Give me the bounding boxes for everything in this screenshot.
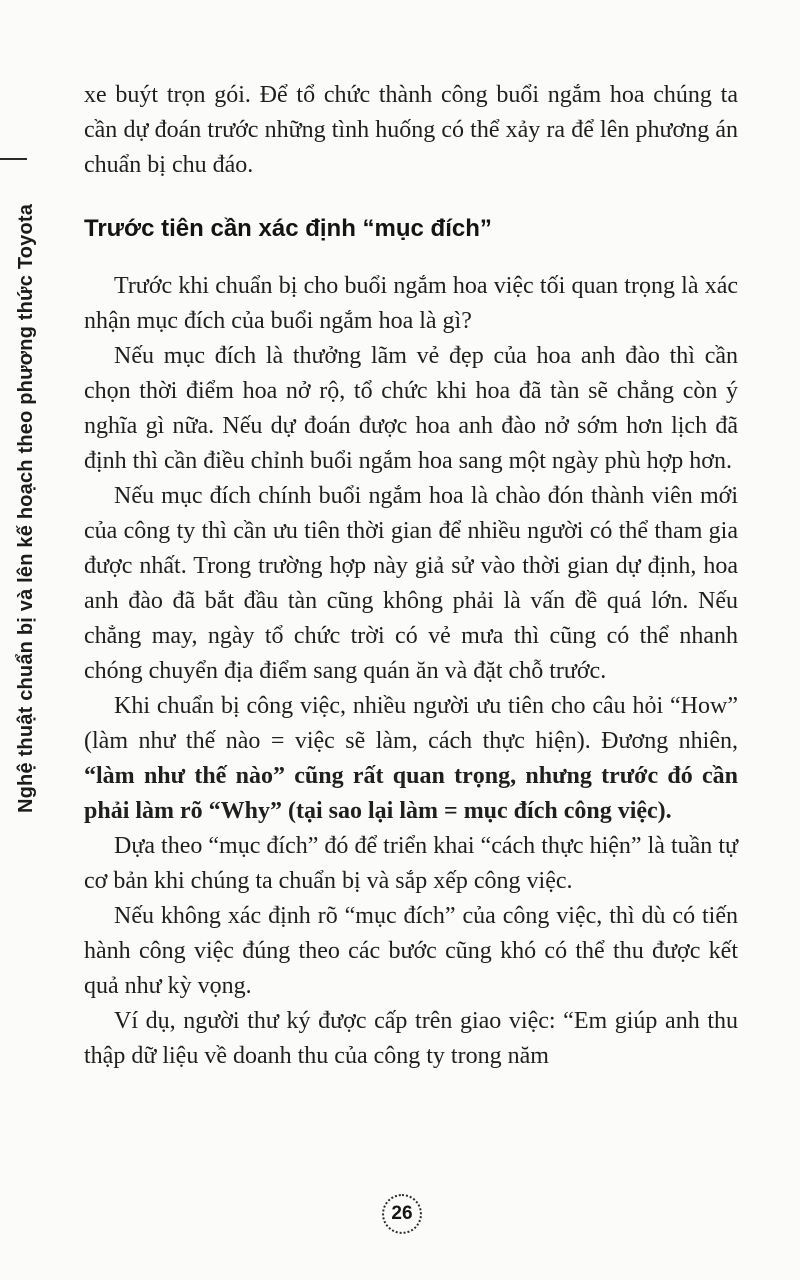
paragraph: Ví dụ, người thư ký được cấp trên giao việc: “Em giúp anh thu thập dữ liệu về doanh thu của công ty trong năm bbox=[84, 1008, 738, 1069]
page-number: 26 bbox=[391, 1203, 413, 1224]
emphasized-text: “làm như thế nào” cũng rất quan trọng, nhưng trước đó cần phải làm rõ “Why” (tại sao lại làm = mục đích công việc). bbox=[84, 763, 738, 824]
spine-title: Nghệ thuật chuẩn bị và lên kế hoạch theo phương thức Toyota bbox=[15, 203, 37, 813]
page-body bbox=[84, 78, 738, 1074]
paragraph-text: Khi chuẩn bị công việc, nhiều người ưu tiên cho câu hỏi “How” (làm như thế nào = việc sẽ làm, cách thực hiện). Đương nhiên, bbox=[84, 693, 738, 754]
paragraph: Nếu mục đích chính buổi ngắm hoa là chào đón thành viên mới của công ty thì cần ưu tiên thời gian để nhiều người có thể tham gia được nhất. Trong trường hợp này giả sử vào thời gian dự định, hoa anh đào đã bắt đầu tàn cũng không phải là vấn đề quá lớn. Nếu chẳng may, ngày tổ chức trời có vẻ mưa thì cũng có thể nhanh chóng chuyển địa điểm sang quán ăn và đặt chỗ trước. bbox=[84, 483, 738, 684]
paragraph: Nếu mục đích là thưởng lãm vẻ đẹp của hoa anh đào thì cần chọn thời điểm hoa nở rộ, tổ chức khi hoa đã tàn sẽ chẳng còn ý nghĩa gì nữa. Nếu dự đoán được hoa anh đào nở sớm hơn lịch đã định thì cần điều chỉnh buổi ngắm hoa sang một ngày phù hợp hơn. bbox=[84, 343, 738, 474]
page-number-badge bbox=[382, 1194, 422, 1234]
paragraph: Nếu không xác định rõ “mục đích” của công việc, thì dù có tiến hành công việc đúng theo các bước cũng khó có thể thu được kết quả như kỳ vọng. bbox=[84, 903, 738, 999]
paragraph: Dựa theo “mục đích” đó để triển khai “cách thực hiện” là tuần tự cơ bản khi chúng ta chuẩn bị và sắp xếp công việc. bbox=[84, 833, 738, 894]
paragraph: Trước khi chuẩn bị cho buổi ngắm hoa việc tối quan trọng là xác nhận mục đích của buổi ngắm hoa là gì? bbox=[84, 273, 738, 334]
paragraph-emphasis bbox=[84, 689, 738, 829]
paragraph-continuation: xe buýt trọn gói. Để tổ chức thành công buổi ngắm hoa chúng ta cần dự đoán trước những tình huống có thể xảy ra để lên phương án chuẩn bị chu đáo. bbox=[84, 82, 738, 178]
section-heading: Trước tiên cần xác định “mục đích” bbox=[84, 215, 492, 242]
spine-rule bbox=[0, 158, 27, 160]
